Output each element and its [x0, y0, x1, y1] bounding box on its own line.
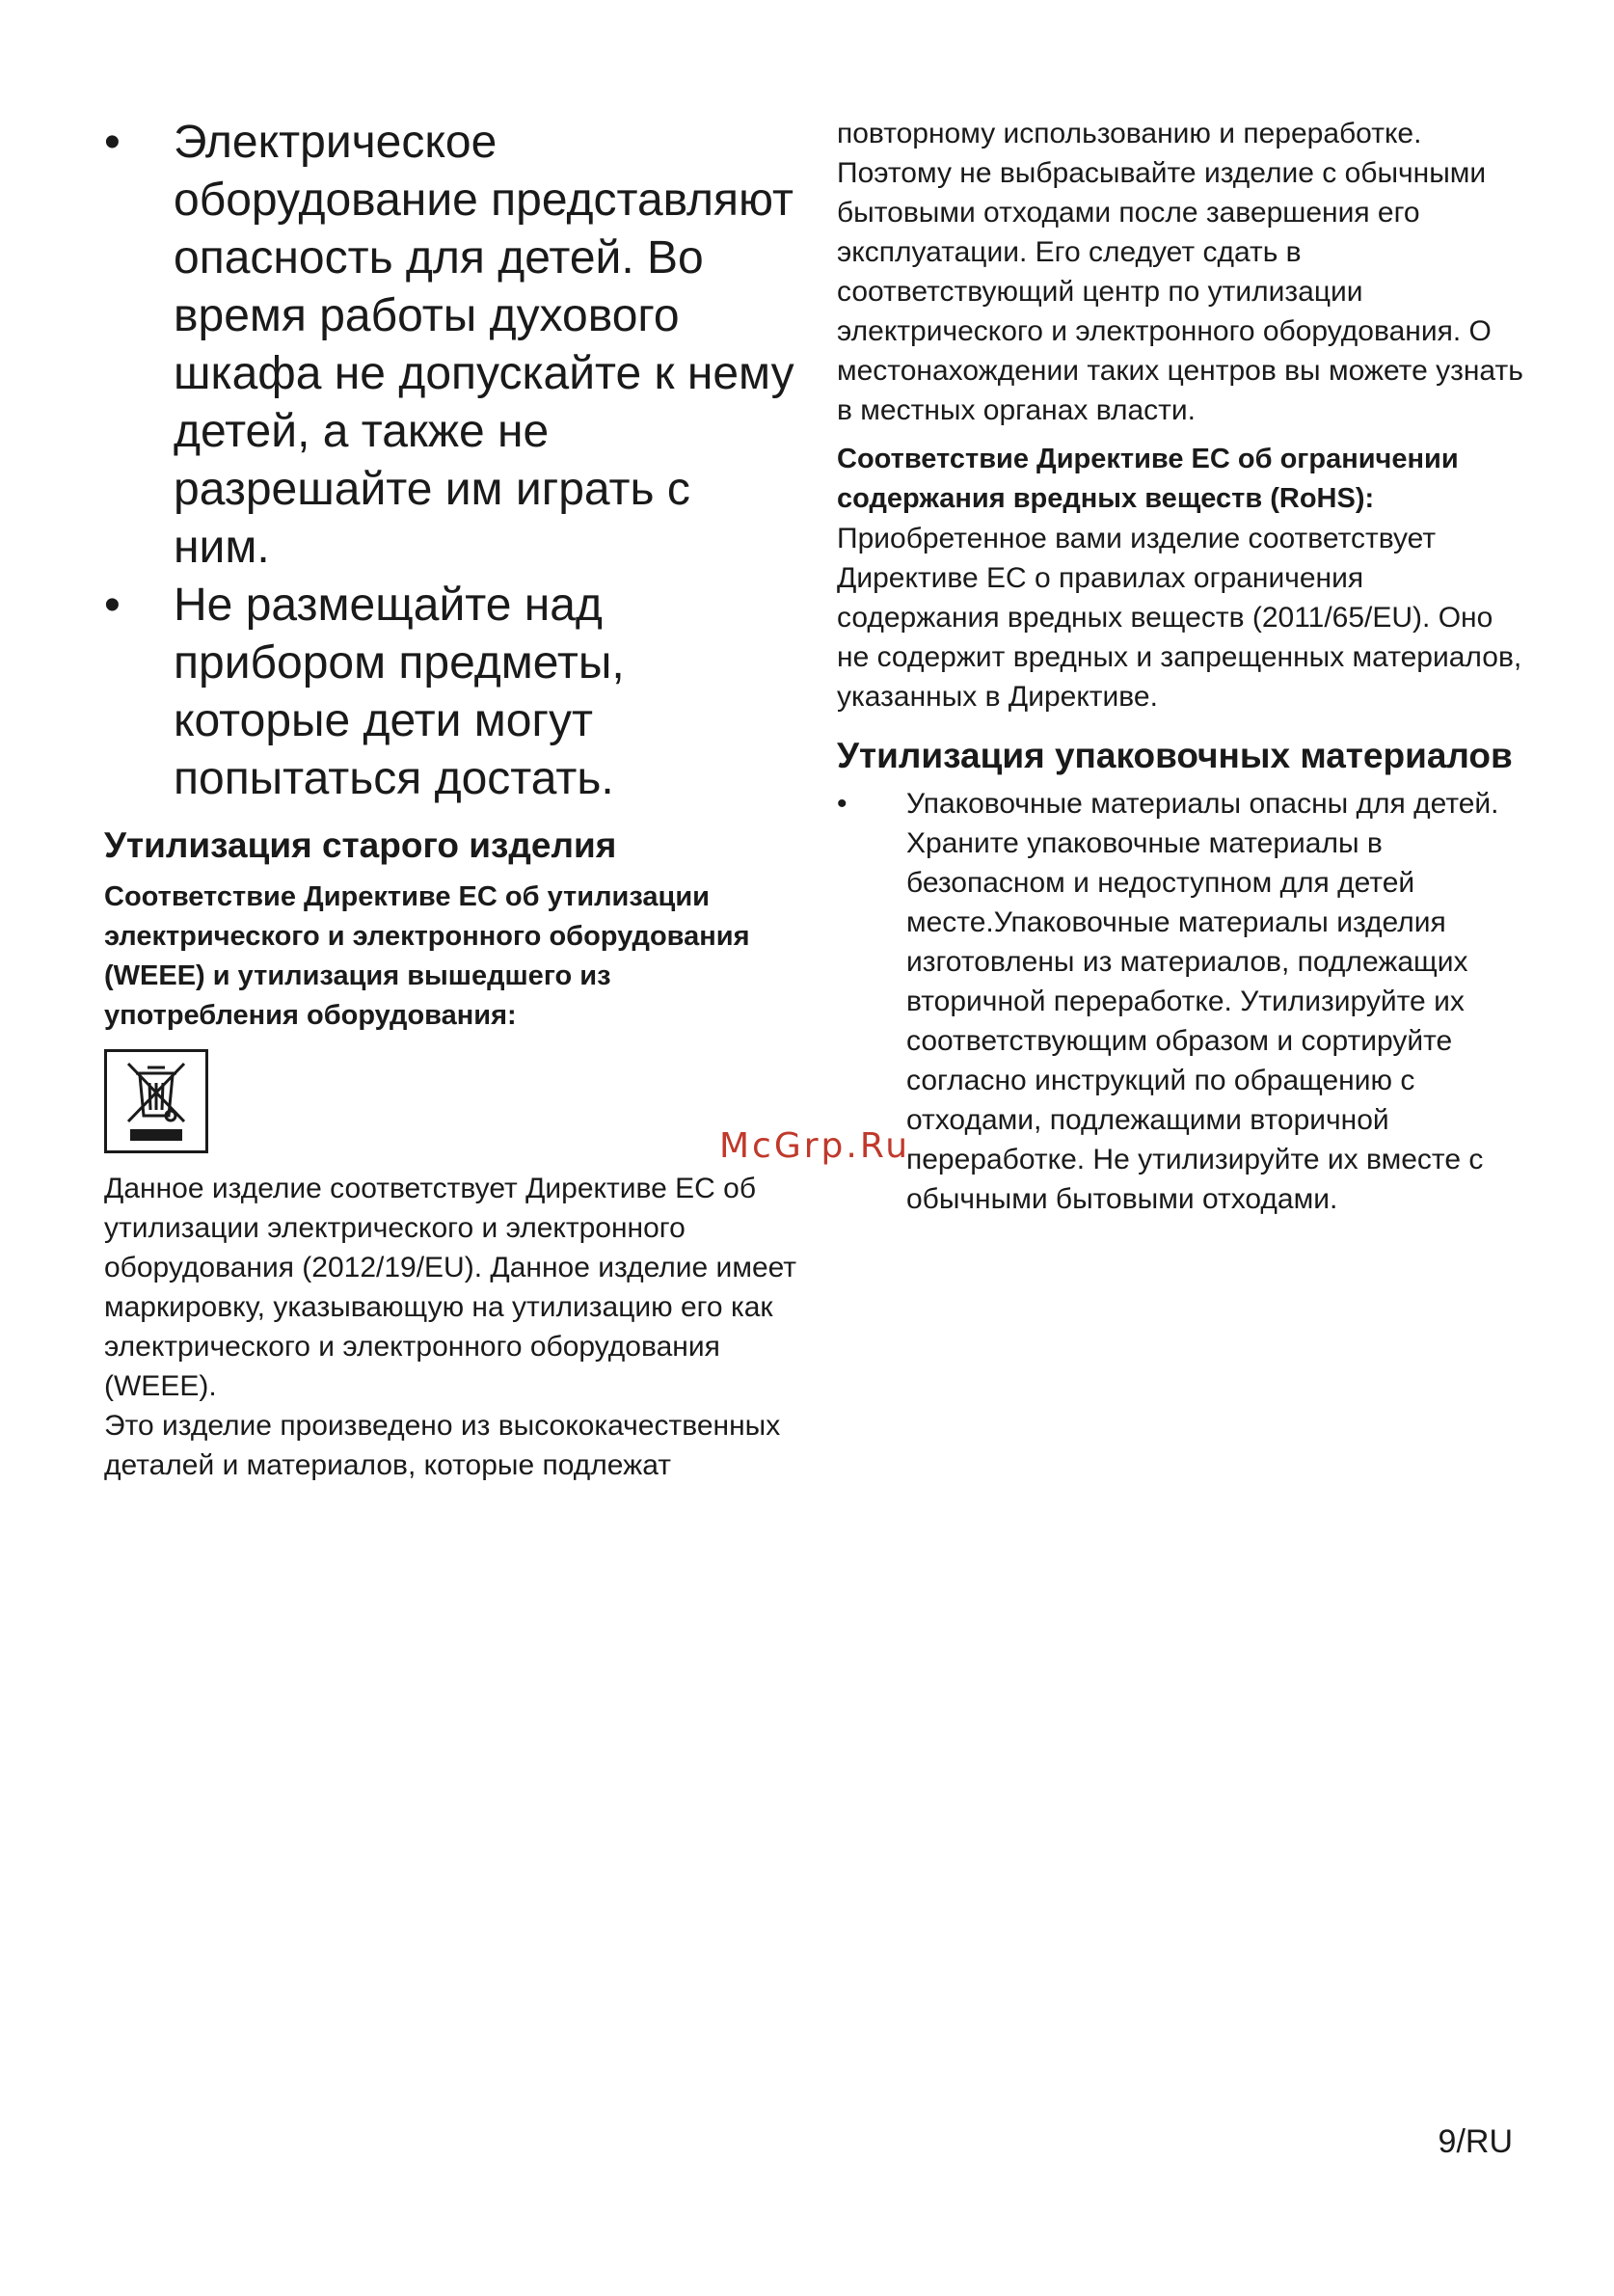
- bullet-item: [104, 577, 798, 808]
- rohs-subheading: Соответствие Директиве ЕС об ограничении содержания вредных веществ (RoHS):: [837, 444, 1459, 514]
- weee-crossed-bin-icon: [104, 1049, 208, 1153]
- section-heading-packaging: Утилизация упаковочных материалов: [837, 736, 1513, 775]
- bullet-text: Упаковочные материалы опасны для детей. Храните упаковочные материалы в безопасном и недоступном для детей месте.Упаковочные материалы изделия изготовлены из материалов, подлежащих вторичной переработке. Утилизируйте их соответствующим образом и сортируйте согласно инструкций по обращению с отходами, подлежащими вторичной переработке. Не утилизируйте их вместе с обычными бытовыми отходами.: [906, 788, 1499, 1215]
- bullet-item: [104, 114, 798, 577]
- page-number: 9/RU: [1438, 2123, 1513, 2160]
- bullet-dot: •: [104, 117, 121, 168]
- bullet-item: [837, 784, 1531, 1219]
- materials-paragraph: Это изделие произведено из высококачественных деталей и материалов, которые подлежат: [104, 1410, 781, 1481]
- right-column: [837, 114, 1531, 1219]
- section-heading-disposal: Утилизация старого изделия: [104, 825, 617, 865]
- bullet-dot: •: [837, 788, 847, 820]
- weee-subheading: Соответствие Директиве ЕС об утилизации электрического и электронного оборудования (WEEE) и утилизация вышедшего из употребления оборудования:: [104, 881, 750, 1031]
- bullet-text: Не размещайте над прибором предметы, которые дети могут попытаться достать.: [174, 580, 625, 804]
- watermark: McGrp.Ru: [719, 1126, 911, 1166]
- weee-paragraph: Данное изделие соответствует Директиве ЕС об утилизации электрического и электронного оборудования (2012/19/EU). Данное изделие имеет маркировку, указывающую на утилизацию его как электрического и электронного оборудования (WEEE).: [104, 1173, 797, 1402]
- left-column: [104, 114, 798, 1485]
- rohs-paragraph: Приобретенное вами изделие соответствует Директиве ЕС о правилах ограничения содержания вредных веществ (2011/65/EU). Оно не содержит вредных и запрещенных материалов, указанных в Директиве.: [837, 523, 1522, 713]
- bullet-dot: •: [104, 580, 121, 631]
- materials-paragraph-continued: повторному использованию и переработке. Поэтому не выбрасывайте изделие с обычными бытовыми отходами после завершения его эксплуатации. Его следует сдать в соответствующий центр по утилизации электрического и электронного оборудования. О местонахождении таких центров вы можете узнать в местных органах власти.: [837, 118, 1523, 426]
- bullet-text: Электрическое оборудование представляют опасность для детей. Во время работы духового шкафа не допускайте к нему детей, а также не разрешайте им играть с ним.: [174, 117, 794, 573]
